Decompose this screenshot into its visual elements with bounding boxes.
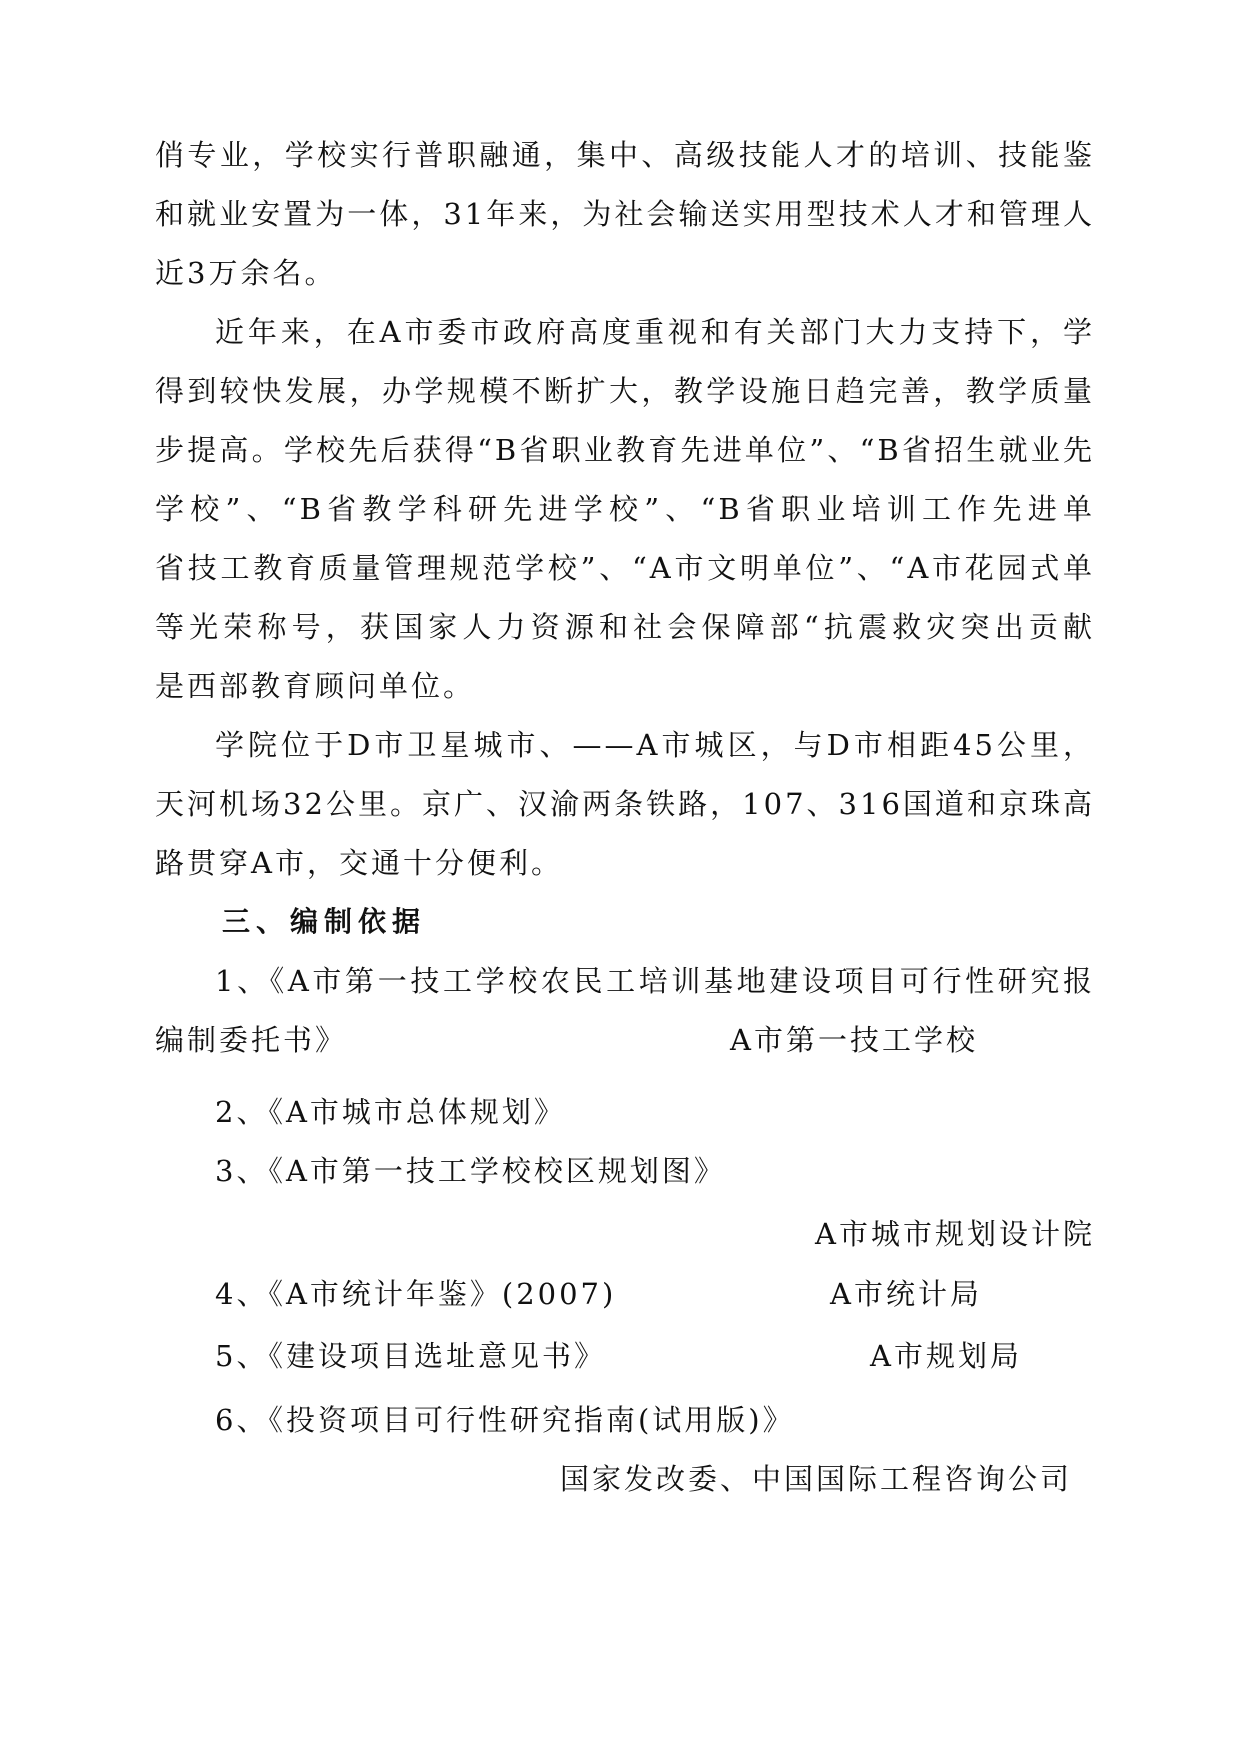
section-heading: 三、编制依据 (222, 905, 427, 938)
reference-title: 4、《A市统计年鉴》(2007) (215, 1277, 617, 1311)
paragraph-line: 路贯穿A市，交通十分便利。 (155, 846, 563, 880)
paragraph-line: 得到较快发展，办学规模不断扩大，教学设施日趋完善，教学质量 (155, 374, 1095, 408)
paragraph-line: 学院位于D市卫星城市、——A市城区，与D市相距45公里， (215, 728, 1095, 762)
paragraph-line: 是西部教育顾问单位。 (155, 669, 476, 703)
paragraph-line: 学校”、“B省教学科研先进学校”、“B省职业培训工作先进单 (155, 492, 1095, 526)
reference-source: 国家发改委、中国国际工程咨询公司 (560, 1462, 1073, 1496)
reference-title: 5、《建设项目选址意见书》 (215, 1339, 606, 1373)
reference-source: A市城市规划设计院 (815, 1217, 1095, 1251)
paragraph-line: 步提高。学校先后获得“B省职业教育先进单位”、“B省招生就业先 (155, 433, 1095, 467)
paragraph-line: 俏专业，学校实行普职融通，集中、高级技能人才的培训、技能鉴 (155, 138, 1095, 172)
reference-title: 6、《投资项目可行性研究指南(试用版)》 (215, 1403, 795, 1437)
reference-source: A市统计局 (830, 1277, 982, 1311)
paragraph-line: 天河机场32公里。京广、汉渝两条铁路，107、316国道和京珠高 (155, 787, 1095, 821)
paragraph-line: 和就业安置为一体，31年来，为社会输送实用型技术人才和管理人 (155, 197, 1095, 231)
reference-title: 2、《A市城市总体规划》 (215, 1095, 566, 1129)
paragraph-line: 等光荣称号，获国家人力资源和社会保障部“抗震救灾突出贡献 (155, 610, 1095, 644)
reference-title-cont: 编制委托书》 (155, 1023, 348, 1057)
reference-source: A市第一技工学校 (730, 1023, 978, 1057)
paragraph-line: 近3万余名。 (155, 256, 337, 290)
paragraph-line: 近年来，在A市委市政府高度重视和有关部门大力支持下，学 (215, 315, 1095, 349)
reference-source: A市规划局 (870, 1339, 1022, 1373)
paragraph-line: 省技工教育质量管理规范学校”、“A市文明单位”、“A市花园式单 (155, 551, 1095, 585)
reference-title: 1、《A市第一技工学校农民工培训基地建设项目可行性研究报 (215, 964, 1095, 998)
reference-title: 3、《A市第一技工学校校区规划图》 (215, 1154, 726, 1188)
